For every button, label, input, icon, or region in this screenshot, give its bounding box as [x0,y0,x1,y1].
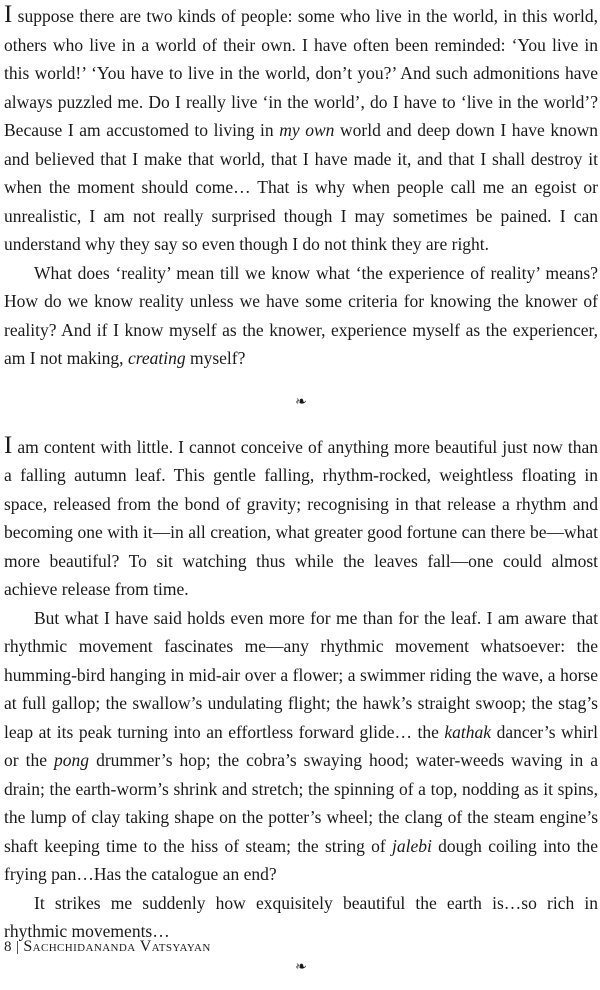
paragraph-reality [4,259,598,373]
drop-cap: I [4,431,13,459]
page-footer [4,938,211,956]
emphasis-text: creating [127,348,186,368]
paragraph-earth-beautiful [4,889,598,946]
paragraph-text: world and deep down I have known and believed that I make that world, that I have made it, and that I shall destroy it when the moment should come… That is why when people call me an egoist or unrealistic, I am not really surprised though I may sometimes be pained. I can understand why they say so even though I do not think they are right. [4,120,599,254]
paragraph-rhythmic-movement [4,604,598,889]
emphasis-text: pong [54,750,90,770]
paragraph-text: dancer’s whirl or the [4,721,598,770]
paragraph-text: suppose there are two kinds of people: some who live in the world, in this world, others who live in a world of their own. I have often been reminded: ‘You live in this world!’ ‘You have to live in the world, don’t you?’ And such admonitions have always puzzled me. Do I really live ‘in the world’, do I have to ‘live in the world’? Because I am accustomed to living in [4,6,598,140]
section-ornament-icon: ❧ [295,394,307,410]
paragraph-text: am content with little. I cannot conceive of anything more beautiful just now than a falling autumn leaf. This gentle falling, rhythm-rocked, weightless floating in space, released from the bond of gravity; recognising in that release a rhythm and becoming one with it—in all creation, what greater good fortune can there be—what more beautiful? To sit watching thus while the leaves fall—one could almost achieve release from time. [4,436,598,599]
footer-separator: | [15,939,20,955]
paragraph-autumn-leaf [4,433,598,604]
section-ornament-icon: ❧ [295,959,307,975]
emphasis-text: jalebi [392,835,432,856]
emphasis-text: kathak [444,721,492,742]
paragraph-text: But what I have said holds even more for me than for the leaf. I am aware that rhythmic movement fascinates me—any rhythmic movement whatsoever: the humming-bird hanging in mid-air over a flower; a swimmer riding the wave, a horse at full gallop; the swallow’s undulating flight; the hawk’s straight swoop; the stag’s leap at its peak turning into an effortless forward glide… the [4,607,598,742]
drop-cap: I [4,1,13,28]
emphasis-text: my own [279,120,335,140]
paragraph-two-kinds-of-people [4,2,598,259]
page-body [4,2,598,986]
paragraph-text: myself? [185,348,246,368]
paragraph-text: drummer’s hop; the cobra’s swaying hood; water-weeds waving in a drain; the earth-worm’s shrink and stretch; the spinning of a top, nodding as it spins, the lump of clay taking shape on the potter’s wheel; the clang of the steam engine’s shaft keeping time to the hiss of steam; the string of [4,750,598,856]
paragraph-text: It strikes me suddenly how exquisitely beautiful the earth is…so rich in rhythmic movements… [4,892,598,941]
paragraph-text: dough coiling into the frying pan…Has the catalogue an end? [4,835,598,884]
author-name: Sachchidananda Vatsyayan [23,938,211,955]
page-number: 8 [4,939,12,955]
paragraph-text: What does ‘reality’ mean till we know what ‘the experience of reality’ means? How do we know reality unless we have some criteria for knowing the knower of reality? And if I know myself as the knower, experience myself as the experiencer, am I not making, [4,262,598,368]
